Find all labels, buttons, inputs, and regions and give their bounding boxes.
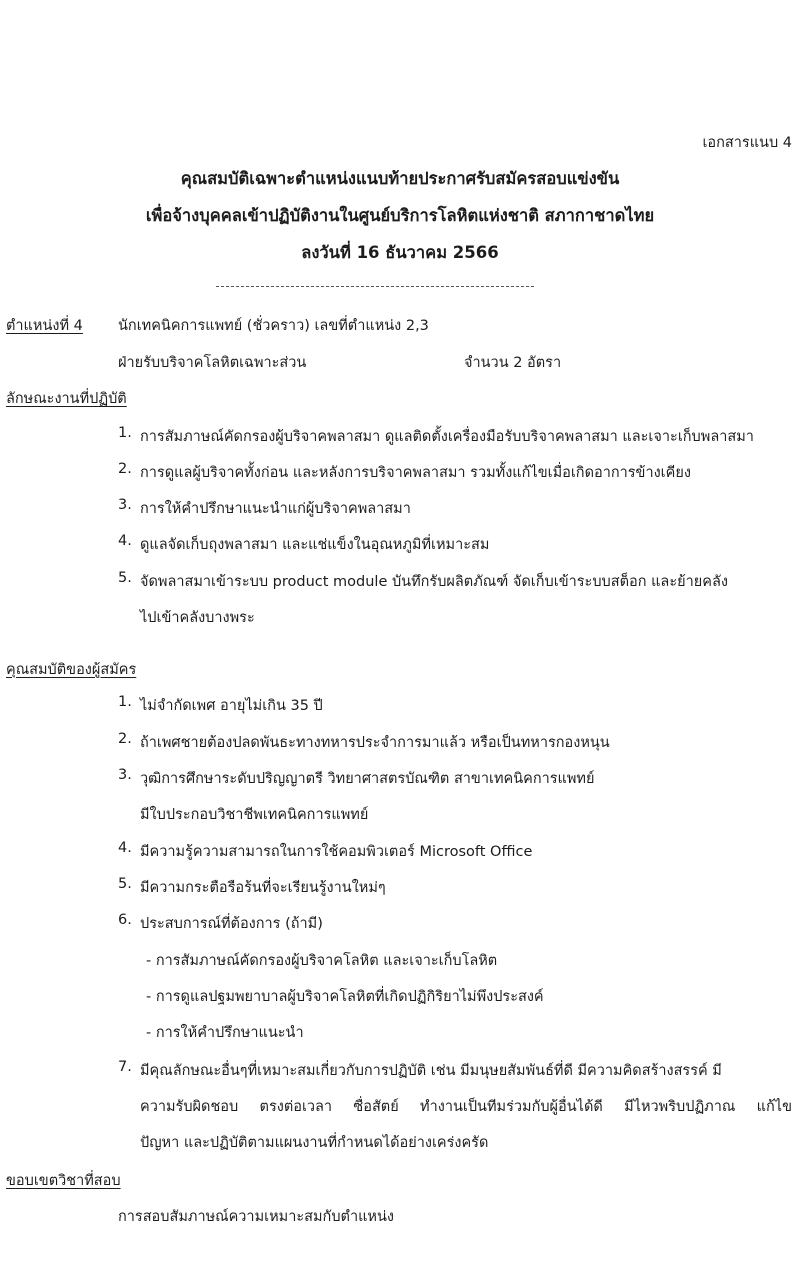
duty-text-continuation: ไปเข้าคลังบางพระ — [140, 610, 255, 626]
qualification-text: มีคุณลักษณะอื่นๆที่เหมาะสมเกี่ยวกับการปฏิบัติ เช่น มีมนุษยสัมพันธ์ที่ดี มีความคิดสร้างสรรค์ มี — [140, 1063, 722, 1079]
duties-heading: ลักษณะงานที่ปฏิบัติ — [6, 391, 127, 407]
duty-number: 4. — [118, 533, 132, 549]
qualification-text: วุฒิการศึกษาระดับปริญญาตรี วิทยาศาสตรบัณฑิต สาขาเทคนิคการแพทย์ — [140, 771, 595, 787]
document-title-line-1: คุณสมบัติเฉพาะตำแหน่งแนบท้ายประกาศรับสมัครสอบแข่งขัน — [180, 169, 620, 188]
duty-text: การให้คำปรึกษาแนะนำแก่ผู้บริจาคพลาสมา — [140, 501, 411, 517]
qualification-number: 5. — [118, 876, 132, 892]
qualification-number: 7. — [118, 1059, 132, 1075]
qualification-text-continuation: มีใบประกอบวิชาชีพเทคนิคการแพทย์ — [140, 807, 369, 823]
experience-item: - การดูแลปฐมพยาบาลผู้บริจาคโลหิตที่เกิดปฏิกิริยาไม่พึงประสงค์ — [146, 989, 544, 1005]
qualification-text: ถ้าเพศชายต้องปลดพันธะทางทหารประจำการมาแล้ว หรือเป็นทหารกองหนุน — [140, 735, 610, 751]
qualifications-heading: คุณสมบัติของผู้สมัคร — [6, 662, 137, 678]
qualification-text: ไม่จำกัดเพศ อายุไม่เกิน 35 ปี — [140, 698, 323, 714]
duty-text: ดูแลจัดเก็บถุงพลาสมา และแช่แข็งในอุณหภูมิที่เหมาะสม — [140, 537, 490, 553]
duty-number: 5. — [118, 570, 132, 586]
exam-text: การสอบสัมภาษณ์ความเหมาะสมกับตำแหน่ง — [118, 1209, 394, 1225]
qualification-text: มีความกระตือรือร้นที่จะเรียนรู้งานใหม่ๆ — [140, 880, 386, 896]
position-count: จำนวน 2 อัตรา — [464, 355, 562, 371]
duty-number: 2. — [118, 461, 132, 477]
position-department: ฝ่ายรับบริจาคโลหิตเฉพาะส่วน — [118, 355, 307, 371]
position-title: นักเทคนิคการแพทย์ (ชั่วคราว) เลขที่ตำแหน่ง 2,3 — [118, 318, 429, 334]
exam-heading: ขอบเขตวิชาที่สอบ — [6, 1173, 121, 1189]
duty-text: การดูแลผู้บริจาคทั้งก่อน และหลังการบริจาคพลาสมา รวมทั้งแก้ไขเมื่อเกิดอาการข้างเคียง — [140, 465, 691, 481]
position-label: ตำแหน่งที่ 4 — [6, 318, 83, 334]
title-divider — [216, 286, 534, 287]
qualification-number: 3. — [118, 767, 132, 783]
qualification-text-continuation: ปัญหา และปฏิบัติตามแผนงานที่กำหนดได้อย่างเคร่งครัด — [140, 1135, 489, 1151]
qualification-text-continuation: ความรับผิดชอบ ตรงต่อเวลา ซื่อสัตย์ ทำงานเป็นทีมร่วมกับผู้อื่นได้ดี มีไหวพริบปฏิภาณ แก้ไข — [140, 1099, 792, 1115]
duty-number: 3. — [118, 497, 132, 513]
experience-item: - การให้คำปรึกษาแนะนำ — [146, 1025, 304, 1041]
qualification-number: 1. — [118, 694, 132, 710]
experience-item: - การสัมภาษณ์คัดกรองผู้บริจาคโลหิต และเจาะเก็บโลหิต — [146, 953, 498, 969]
qualification-text: มีความรู้ความสามารถในการใช้คอมพิวเตอร์ Microsoft Office — [140, 844, 533, 860]
document-title-line-2: เพื่อจ้างบุคคลเข้าปฏิบัติงานในศูนย์บริการโลหิตแห่งชาติ สภากาชาดไทย — [145, 206, 655, 225]
duty-text: การสัมภาษณ์คัดกรองผู้บริจาคพลาสมา ดูแลติดตั้งเครื่องมือรับบริจาคพลาสมา และเจาะเก็บพลาสมา — [140, 429, 754, 445]
qualification-number: 6. — [118, 912, 132, 928]
qualification-text: ประสบการณ์ที่ต้องการ (ถ้ามี) — [140, 916, 323, 932]
duty-text: จัดพลาสมาเข้าระบบ product module บันทึกรับผลิตภัณฑ์ จัดเก็บเข้าระบบสต็อก และย้ายคลัง — [140, 574, 728, 590]
annex-label: เอกสารแนบ 4 — [702, 135, 792, 151]
duty-number: 1. — [118, 425, 132, 441]
qualification-number: 2. — [118, 731, 132, 747]
qualification-number: 4. — [118, 840, 132, 856]
document-title-line-3: ลงวันที่ 16 ธันวาคม 2566 — [301, 243, 499, 262]
